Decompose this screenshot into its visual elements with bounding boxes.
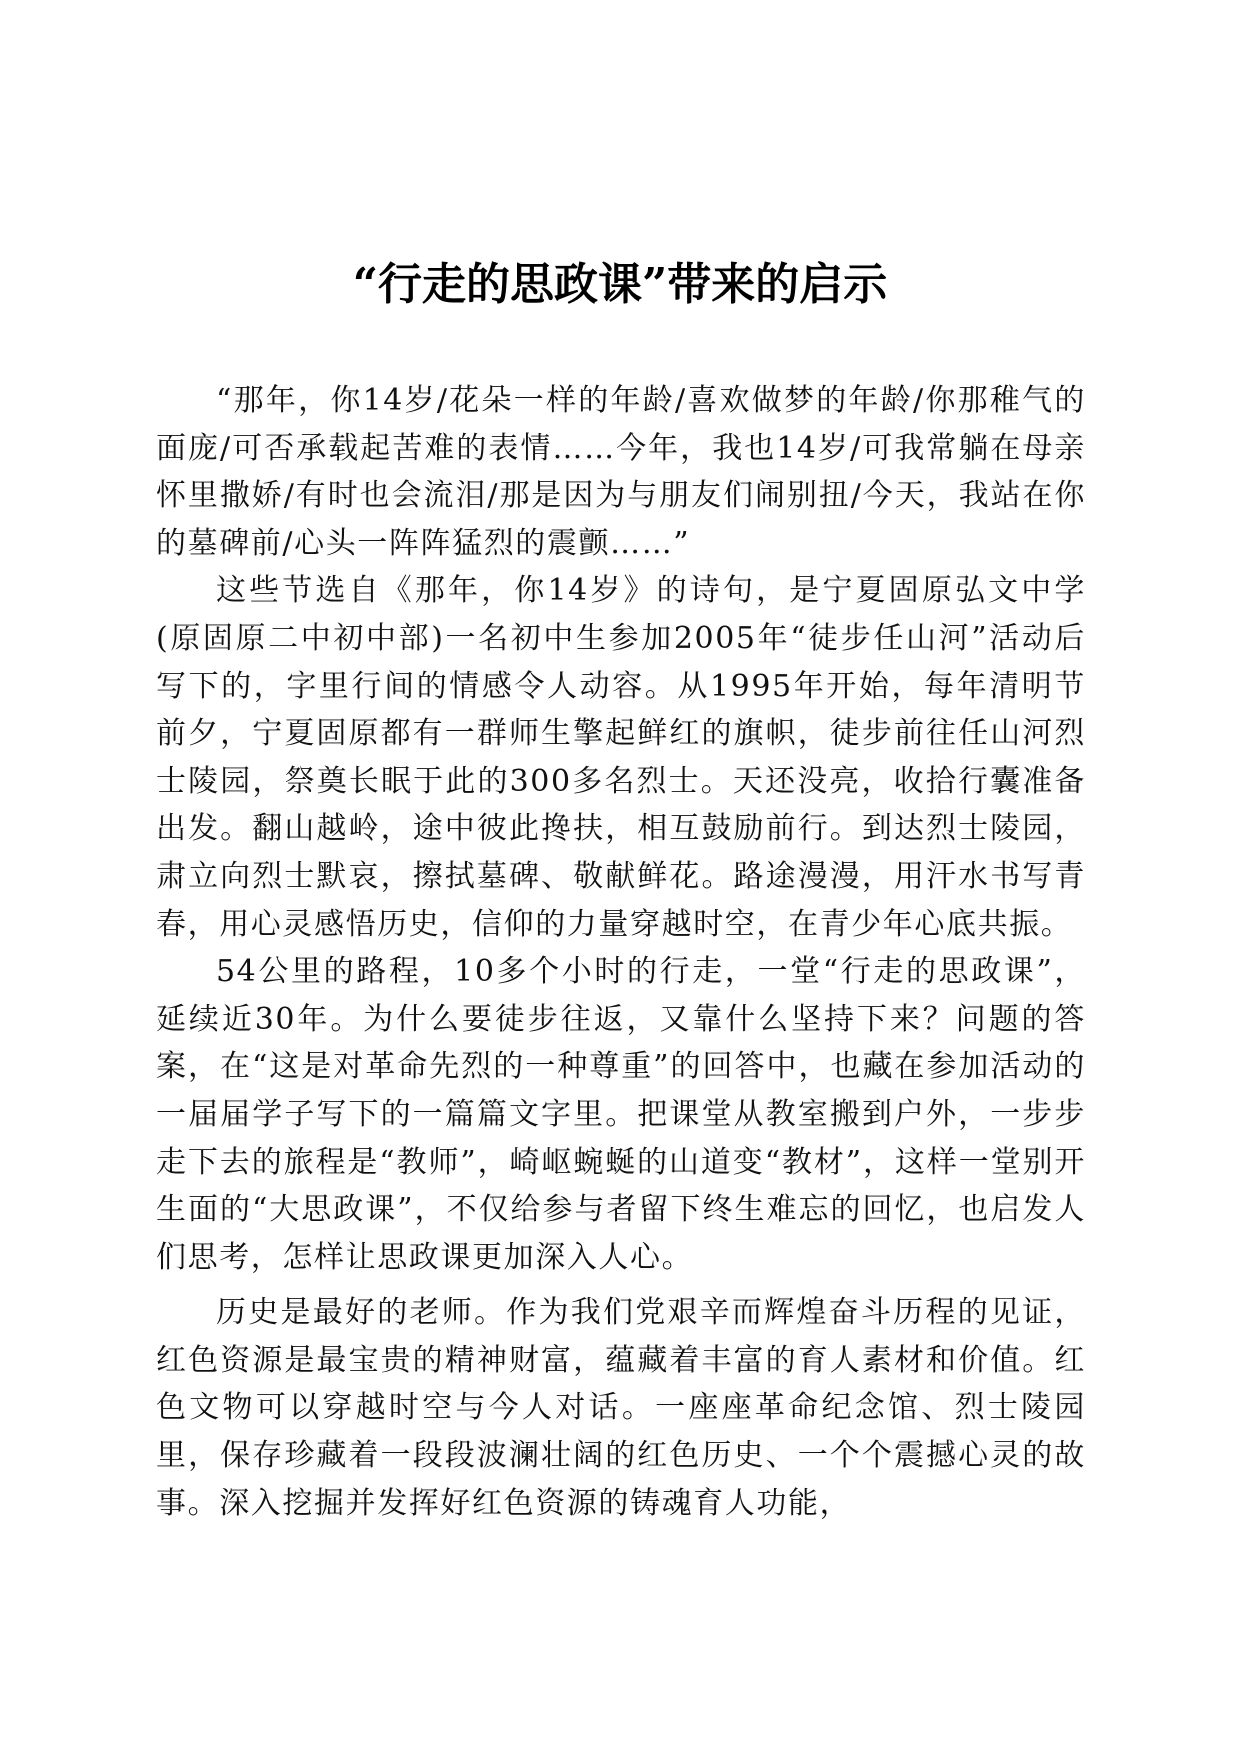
paragraph: 54公里的路程，10多个小时的行走，一堂“行走的思政课”，延续近30年。为什么要徒步往返，又靠什么坚持下来？问题的答案，在“这是对革命先烈的一种尊重”的回答中，也藏在参加活动的一届届学子写下的一篇篇文字里。把课堂从教室搬到户外，一步步走下去的旅程是“教师”，崎岖蜿蜒的山道变“教材”，这样一堂别开生面的“大思政课”，不仅给参与者留下终生难忘的回忆，也启发人们思考，怎样让思政课更加深入人心。 bbox=[156, 954, 1086, 1275]
document-body bbox=[156, 377, 1086, 1527]
document-title: “行走的思政课”带来的启示 bbox=[352, 259, 888, 310]
paragraph: 这些节选自《那年，你14岁》的诗句，是宁夏固原弘文中学(原固原二中初中部)一名初中生参加2005年“徒步任山河”活动后写下的，字里行间的情感令人动容。从1995年开始，每年清明节前夕，宁夏固原都有一群师生擎起鲜红的旗帜，徒步前往任山河烈士陵园，祭奠长眠于此的300多名烈士。天还没亮，收拾行囊准备出发。翻山越岭，途中彼此搀扶，相互鼓励前行。到达烈士陵园，肃立向烈士默哀，擦拭墓碑、敬献鲜花。路途漫漫，用汗水书写青春，用心灵感悟历史，信仰的力量穿越时空，在青少年心底共振。 bbox=[156, 573, 1086, 942]
paragraph: 历史是最好的老师。作为我们党艰辛而辉煌奋斗历程的见证，红色资源是最宝贵的精神财富，蕴藏着丰富的育人素材和价值。红色文物可以穿越时空与今人对话。一座座革命纪念馆、烈士陵园里，保存珍藏着一段段波澜壮阔的红色历史、一个个震撼心灵的故事。深入挖掘并发挥好红色资源的铸魂育人功能， bbox=[156, 1295, 1086, 1521]
paragraph: “那年，你14岁/花朵一样的年龄/喜欢做梦的年龄/你那稚气的面庞/可否承载起苦难的表情……今年，我也14岁/可我常躺在母亲怀里撒娇/有时也会流泪/那是因为与朋友们闹别扭/今天，我站在你的墓碑前/心头一阵阵猛烈的震颤……” bbox=[156, 383, 1086, 561]
